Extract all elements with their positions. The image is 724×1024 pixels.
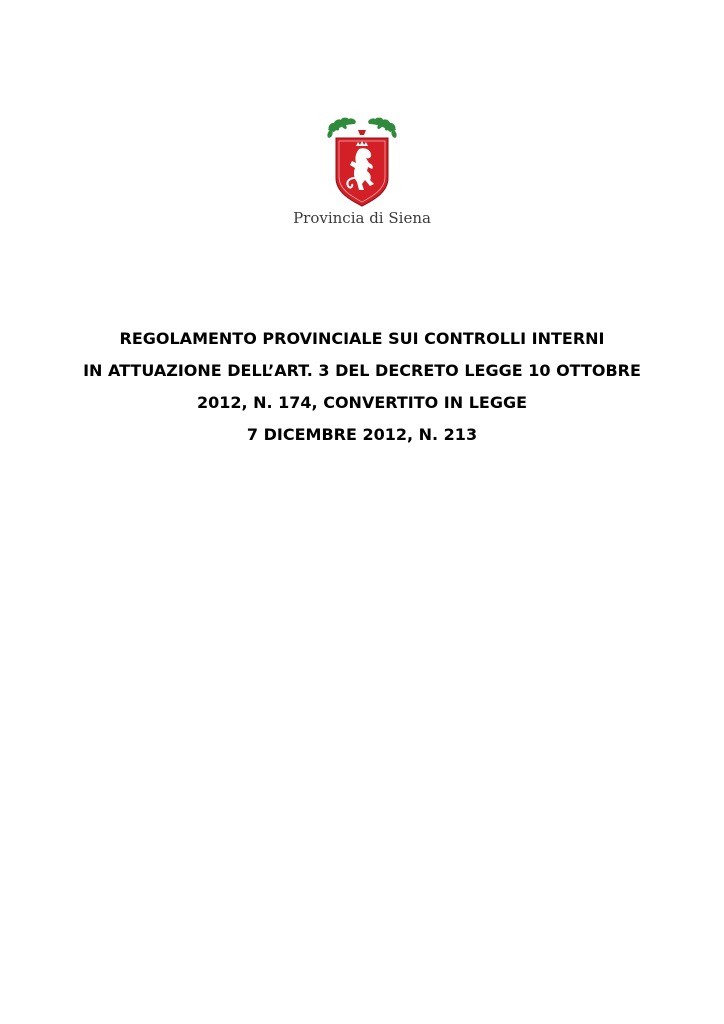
title-line-1: REGOLAMENTO PROVINCIALE SUI CONTROLLI INTERNI	[119, 329, 605, 348]
document-title	[0, 323, 724, 451]
siena-lion-coat-of-arms-icon	[322, 116, 402, 208]
header-logo	[0, 116, 724, 227]
title-line-4: 7 DICEMBRE 2012, N. 213	[246, 425, 478, 444]
title-line-2: IN ATTUAZIONE DELL’ART. 3 DEL DECRETO LEGGE 10 OTTOBRE	[83, 361, 641, 380]
logo-caption: Provincia di Siena	[293, 209, 431, 227]
title-line-3: 2012, N. 174, CONVERTITO IN LEGGE	[196, 393, 528, 412]
